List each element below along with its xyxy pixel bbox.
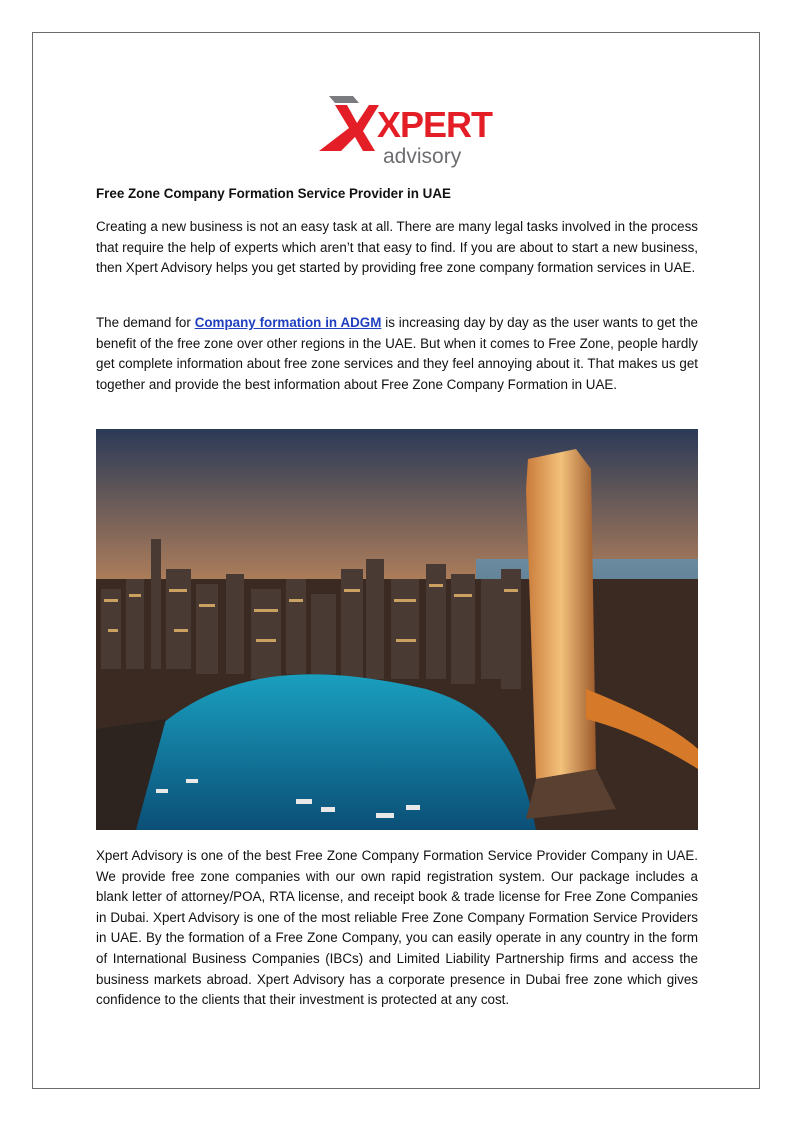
adgm-paragraph-lead: The demand for xyxy=(96,315,195,330)
intro-paragraph xyxy=(96,217,698,279)
adgm-link[interactable]: Company formation in ADGM xyxy=(194,315,382,330)
about-paragraph-text: Xpert Advisory is one of the best Free Zone Company Formation Service Provider Company in UAE. We provide free zone companies with our own rapid registration system. Our package includes a blank letter of attorney/POA, RTA license, and receipt book & trade license for Free Zone Companies in Dubai. Xpert Advisory is one of the most reliable Free Zone Company Formation Service Providers in UAE. By the formation of a Free Zone Company, you can easily operate in any country in the form of International Business Companies (IBCs) and Limited Liability Partnership firms and access the business markets abroad. Xpert Advisory has a corporate presence in Dubai free zone which gives confidence to the clients that their investment is protected at any cost. xyxy=(96,848,698,1008)
logo-secondary-text: advisory xyxy=(383,145,462,168)
xpert-advisory-logo xyxy=(315,93,493,168)
about-paragraph xyxy=(96,846,698,1011)
adgm-paragraph-rest: is increasing day by day as the user wants to get the benefit of the free zone over other regions in the UAE. But when it comes to Free Zone, people hardly get complete information about free zone services and they feel annoying about it. That makes us get together and provide the best information about Free Zone Company Formation in UAE. xyxy=(96,315,698,392)
logo-grey-bar xyxy=(329,96,359,103)
intro-paragraph-text: Creating a new business is not an easy task at all. There are many legal tasks involved in the process that require the help of experts which aren’t that easy to find. If you are about to start a new business, then Xpert Advisory helps you get started by providing free zone company formation services in UAE. xyxy=(96,219,698,276)
cayan-tower xyxy=(526,449,596,779)
dubai-skyline-photo xyxy=(96,429,698,830)
logo-graphic xyxy=(315,93,493,168)
logo-x-mark xyxy=(319,105,379,151)
logo-primary-text: XPERT xyxy=(377,104,493,145)
document-heading: Free Zone Company Formation Service Provider in UAE xyxy=(96,186,451,201)
adgm-paragraph xyxy=(96,313,698,395)
skyline-illustration xyxy=(96,429,698,830)
